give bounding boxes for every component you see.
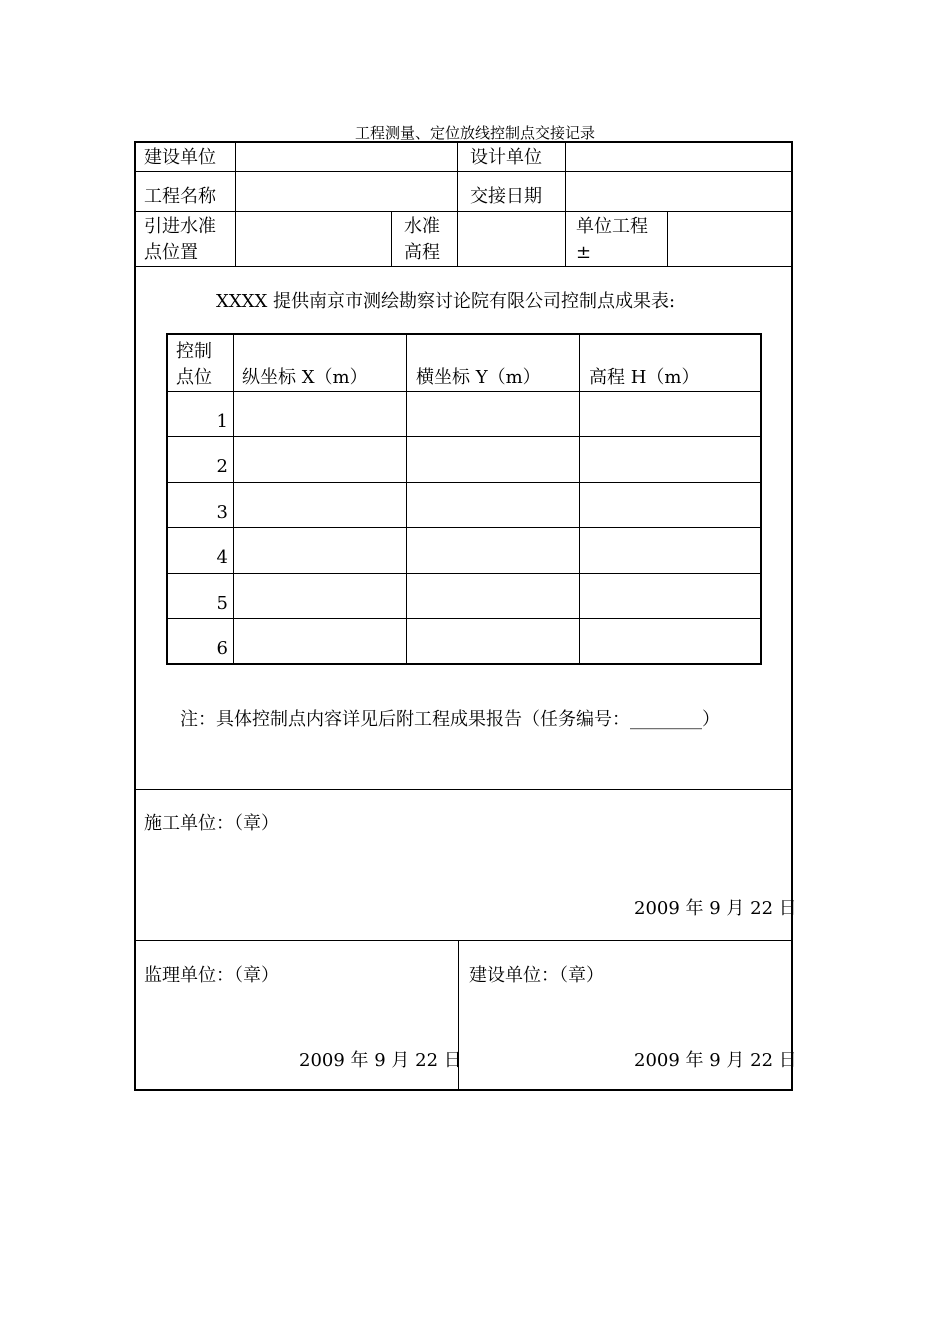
row-number: 1 xyxy=(216,411,228,432)
level-elevation-label: 水准 xyxy=(404,216,440,237)
col-divider xyxy=(667,211,668,266)
unit-project-label: 单位工程 xyxy=(576,216,648,237)
table-col-divider xyxy=(233,335,234,663)
row-number: 2 xyxy=(216,456,228,477)
row-number: 5 xyxy=(216,593,228,614)
owner-date: 2009 年 9 月 22 日 xyxy=(634,1050,797,1071)
table-col-divider xyxy=(406,335,407,663)
benchmark-position-label-line2: 点位置 xyxy=(144,242,198,263)
row-divider xyxy=(136,789,791,790)
row-divider xyxy=(136,266,791,267)
col-divider xyxy=(565,143,566,211)
project-name-label: 工程名称 xyxy=(144,186,216,207)
results-table-title: XXXX 提供南京市测绘勘察讨论院有限公司控制点成果表: xyxy=(216,291,676,312)
owner-unit-label: 建设单位：（章） xyxy=(469,965,604,986)
unit-project-label-line2: ± xyxy=(576,242,592,263)
supervision-date: 2009 年 9 月 22 日 xyxy=(299,1050,462,1071)
col-header-h: 高程 H（m） xyxy=(589,367,700,388)
table-row-divider xyxy=(168,573,760,574)
col-divider xyxy=(457,211,458,266)
col-divider xyxy=(457,143,458,211)
table-row-divider xyxy=(168,391,760,392)
benchmark-position-label: 引进水准 xyxy=(144,216,216,237)
design-unit-label: 设计单位 xyxy=(470,147,542,168)
construction-date: 2009 年 9 月 22 日 xyxy=(634,898,797,919)
note-text: 注：具体控制点内容详见后附工程成果报告（任务编号：________） xyxy=(180,709,720,730)
level-elevation-label-line2: 高程 xyxy=(404,242,440,263)
col-header-point: 控制 xyxy=(176,341,212,362)
table-row-divider xyxy=(168,527,760,528)
col-header-y: 横坐标 Y（m） xyxy=(416,367,541,388)
table-row-divider xyxy=(168,482,760,483)
table-row-divider xyxy=(168,618,760,619)
row-divider xyxy=(136,940,791,941)
construction-unit-label: 施工单位：（章） xyxy=(144,813,279,834)
col-header-point-line2: 点位 xyxy=(176,367,212,388)
supervision-unit-label: 监理单位：（章） xyxy=(144,965,279,986)
col-divider xyxy=(565,211,566,266)
col-divider xyxy=(235,143,236,266)
control-point-table xyxy=(166,333,762,665)
col-divider xyxy=(391,211,392,266)
table-row-divider xyxy=(168,436,760,437)
handover-date-label: 交接日期 xyxy=(470,186,542,207)
row-number: 6 xyxy=(216,638,228,659)
col-header-x: 纵坐标 X（m） xyxy=(242,367,368,388)
row-number: 4 xyxy=(216,547,228,568)
table-col-divider xyxy=(579,335,580,663)
row-number: 3 xyxy=(216,502,228,523)
build-unit-label: 建设单位 xyxy=(144,147,216,168)
document-title: 工程测量、定位放线控制点交接记录 xyxy=(354,124,595,142)
